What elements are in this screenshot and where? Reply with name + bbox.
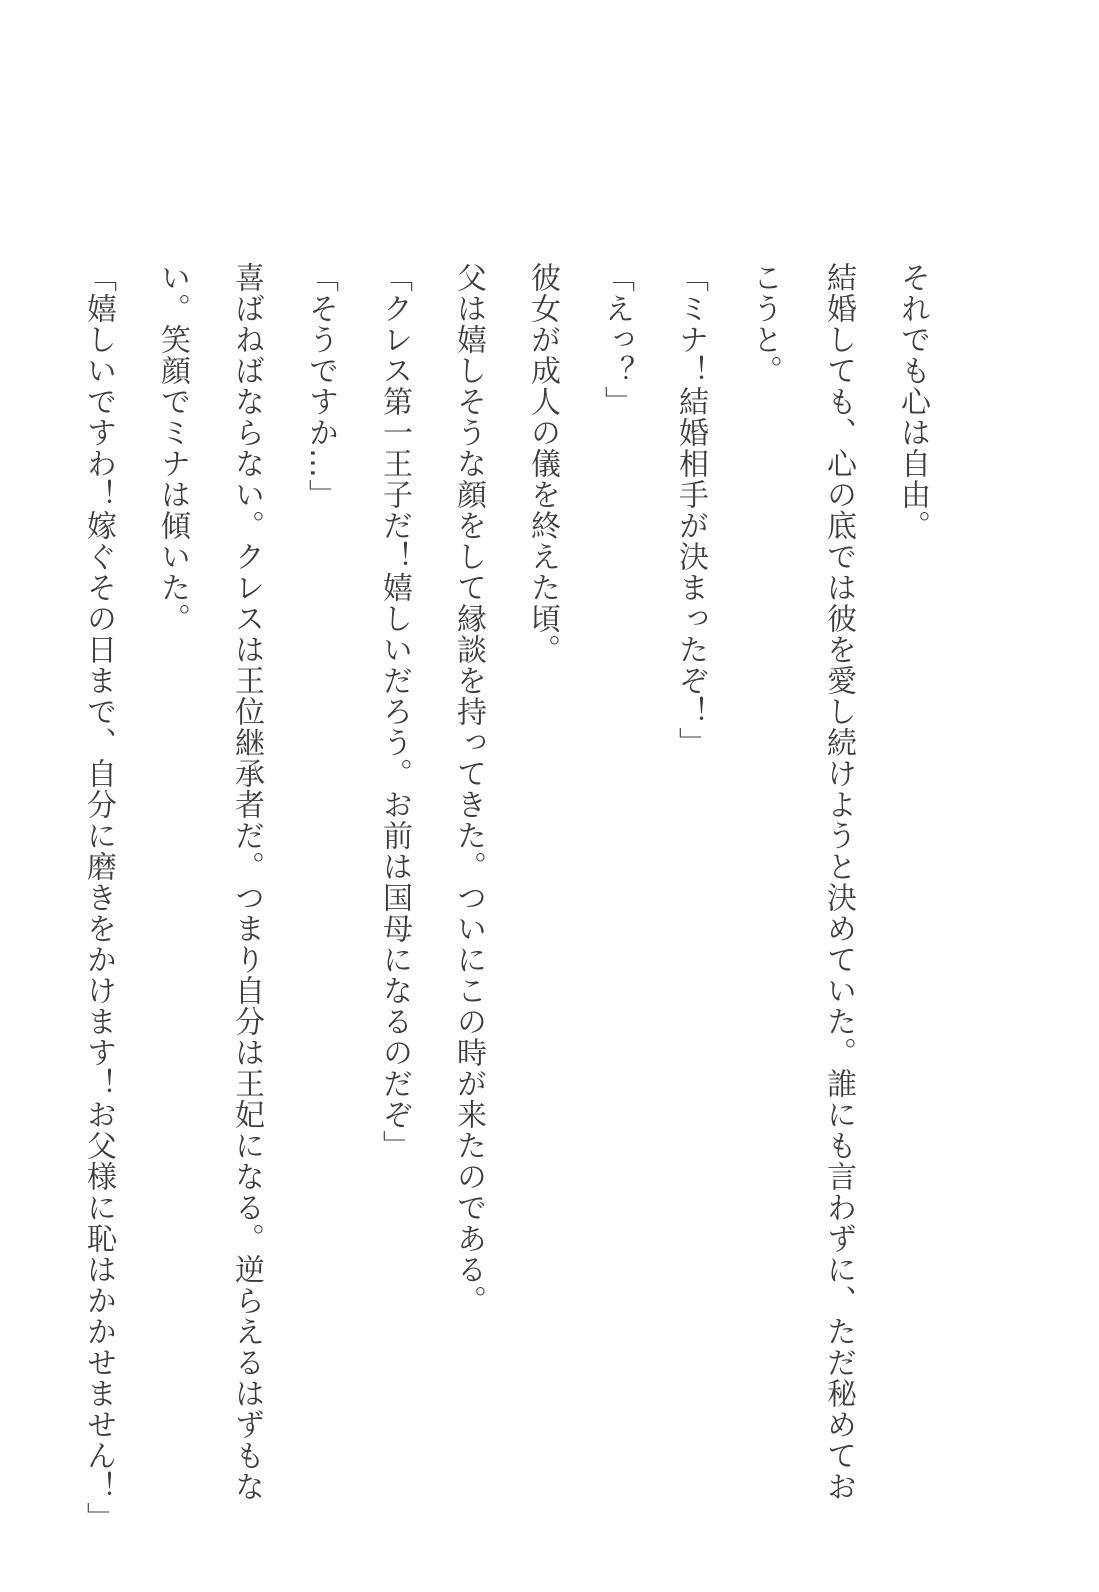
text-line-9: 「そうですか…」 (303, 262, 338, 510)
text-line-7: 父は嬉しそうな顔をして縁談を持ってきた。ついにこの時が来たのである。 (451, 262, 486, 1316)
text-line-2: 結婚しても、心の底では彼を愛し続けようと決めていた。誰にも言わずに、ただ秘めてお (821, 262, 856, 1502)
text-line-10: 喜ばねばならない。クレスは王位継承者だ。つまり自分は王妃になる。逆らえるはずもな (229, 262, 264, 1502)
text-line-11: い。笑顔でミナは傾いた。 (155, 262, 190, 634)
text-line-8: 「クレス第一王子だ！嬉しいだろう。お前は国母になるのだぞ」 (377, 262, 412, 1161)
text-line-1: それでも心は自由。 (895, 262, 930, 541)
vertical-text-body (61, 262, 949, 1533)
text-line-6: 彼女が成人の儀を終えた頃。 (525, 262, 560, 665)
text-line-4: 「ミナ！結婚相手が決まったぞ！」 (673, 262, 708, 758)
text-line-12: 「嬉しいですわ！嫁ぐその日まで、自分に磨きをかけます！お父様に恥はかかせません！」 (81, 262, 116, 1533)
text-line-5: 「えっ？」 (599, 262, 634, 417)
text-line-3: こうと。 (747, 262, 782, 386)
